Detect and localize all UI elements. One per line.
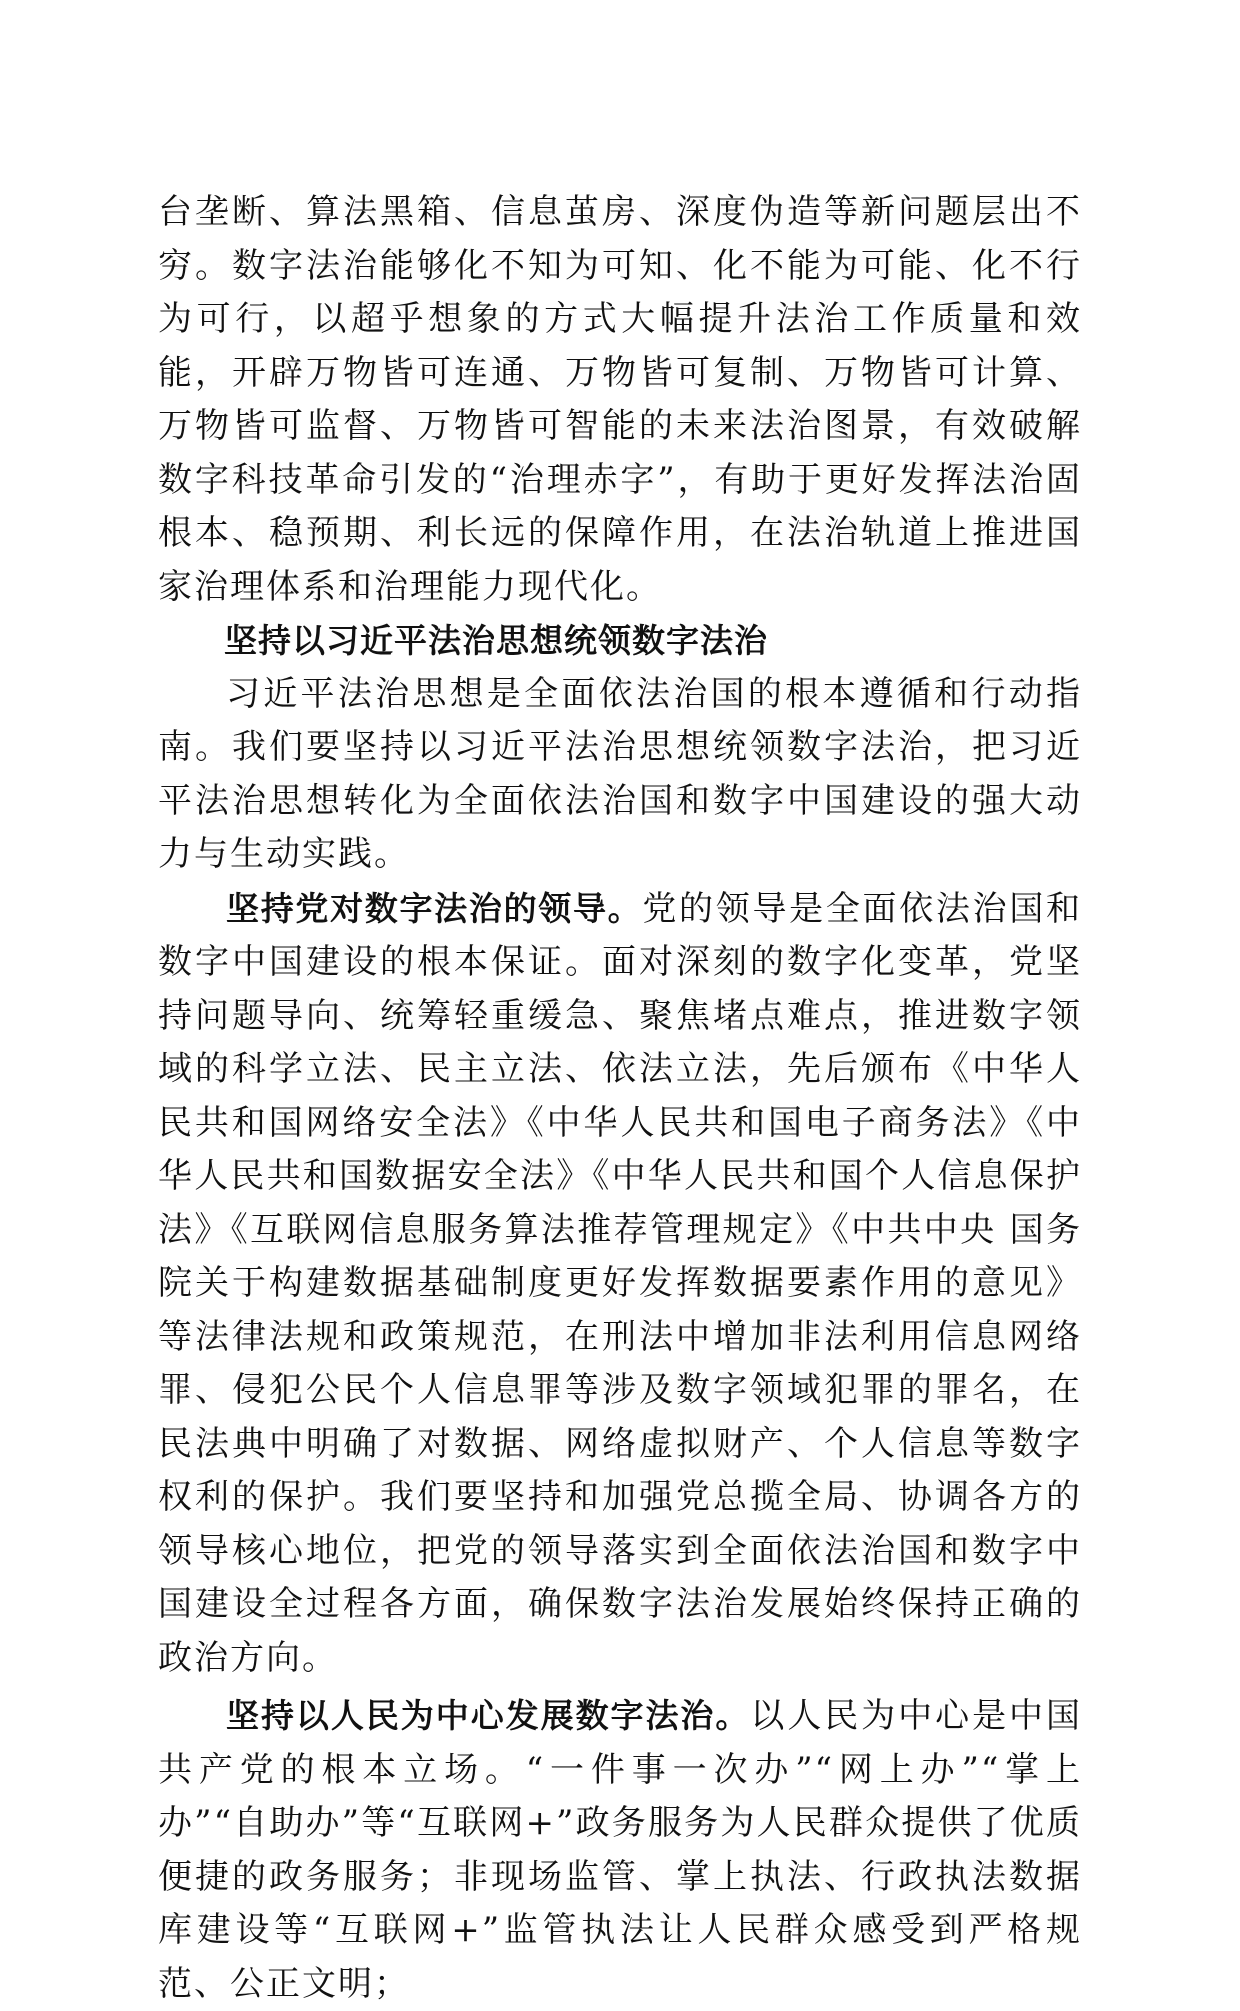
section-heading: 坚持以习近平法治思想统领数字法治 bbox=[224, 621, 768, 660]
opening-paragraph: 台垄断、算法黑箱、信息茧房、深度伪造等新问题层出不穷。数字法治能够化不知为可知、化不能为可能、化不行为可行，以超乎想象的方式大幅提升法治工作质量和效能，开辟万物皆可连通、万物皆可复制、万物皆可计算、万物皆可监督、万物皆可智能的未来法治图景，有效破解数字科技革命引发的“治理赤字”，有助于更好发挥法治固根本、稳预期、利长远的保障作用，在法治轨道上推进国家治理体系和治理能力现代化。 bbox=[158, 192, 1082, 607]
point-one-lead: 坚持党对数字法治的领导。 bbox=[226, 888, 643, 928]
point-one-body: 党的领导是全面依法治国和数字中国建设的根本保证。面对深刻的数字化变革，党坚持问题导向、统筹轻重缓急、聚焦堵点难点，推进数字领域的科学立法、民主立法、依法立法，先后颁布《中华人民共和国网络安全法》《中华人民共和国电子商务法》《中华人民共和国数据安全法》《中华人民共和国个人信息保护法》《互联网信息服务算法推荐管理规定》《中共中央 国务院关于构建数据基础制度更好发挥数据要素作用的意见》等法律法规和政策规范，在刑法中增加非法利用信息网络罪、侵犯公民个人信息罪等涉及数字领域犯罪的罪名，在民法典中明确了对数据、网络虚拟财产、个人信息等数字权利的保护。我们要坚持和加强党总揽全局、协调各方的领导核心地位，把党的领导落实到全面依法治国和数字中国建设全过程各方面，确保数字法治发展始终保持正确的政治方向。 bbox=[158, 888, 1083, 1678]
point-two-body: 以人民为中心是中国共产党的根本立场。“一件事一次办”“网上办”“掌上办”“自助办”等“互联网+”政务服务为人民群众提供了优质便捷的政务服务；非现场监管、掌上执法、行政执法数据库建设等“互联网+”监管执法让人民群众感受到严格规范、公正文明； bbox=[158, 1696, 1083, 2004]
point-two-paragraph bbox=[158, 1689, 1082, 2011]
point-two-lead: 坚持以人民为中心发展数字法治。 bbox=[226, 1696, 751, 1735]
point-one-paragraph bbox=[158, 882, 1082, 1686]
section-intro-paragraph: 习近平法治思想是全面依法治国的根本遵循和行动指南。我们要坚持以习近平法治思想统领数字法治，把习近平法治思想转化为全面依法治国和数字中国建设的强大动力与生动实践。 bbox=[158, 673, 1082, 874]
article-body bbox=[158, 186, 1082, 2011]
